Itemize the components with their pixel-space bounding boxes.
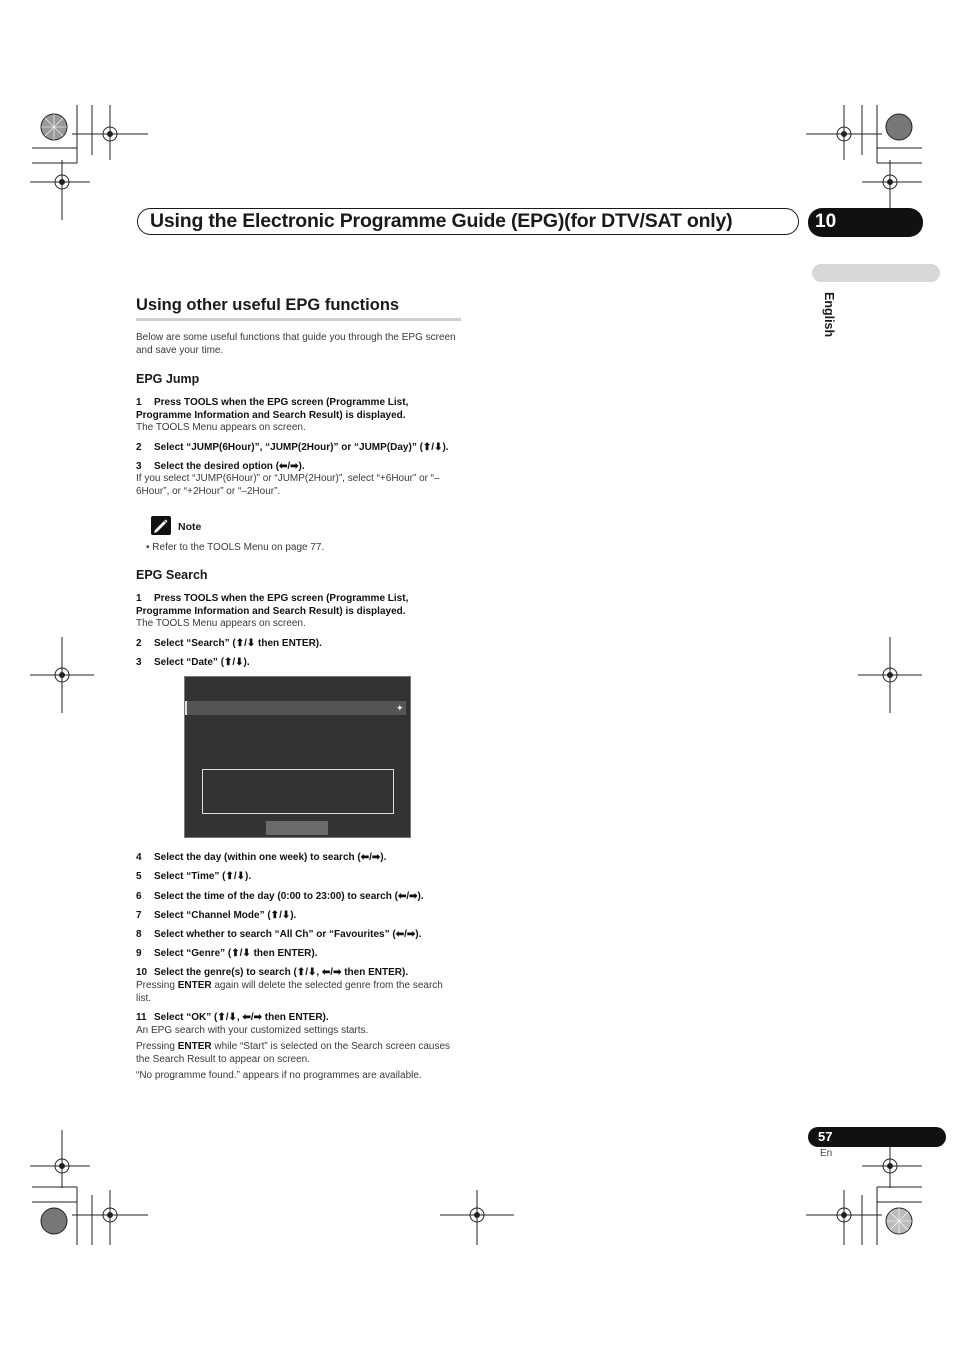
- note-item: • Refer to the TOOLS Menu on page 77.: [146, 542, 325, 553]
- step-number: 11: [136, 1012, 147, 1023]
- step-number: 1: [136, 397, 142, 408]
- step-number: 10: [136, 967, 148, 978]
- start-button: [266, 821, 328, 835]
- step-text: Select “Channel Mode” (⬆/⬇).: [154, 910, 297, 921]
- step-text: Select “Time” (⬆/⬇).: [154, 871, 252, 882]
- search-step-1-cont: Programme Information and Search Result) is displayed.: [136, 606, 406, 617]
- chapter-number: 10: [815, 211, 837, 232]
- step-number: 4: [136, 852, 142, 863]
- note-label: Note: [178, 521, 202, 533]
- language-label: English: [822, 292, 836, 338]
- step-text: Select “Date” (⬆/⬇).: [154, 657, 250, 668]
- highlighted-row: [185, 701, 406, 715]
- step-number: 2: [136, 442, 142, 453]
- page-language: En: [820, 1148, 833, 1159]
- step-number: 5: [136, 871, 142, 882]
- step-text: Select “Search” (⬆/⬇ then ENTER).: [154, 638, 322, 649]
- note-pencil-icon: [151, 516, 171, 535]
- search-step-4: [136, 851, 476, 864]
- search-step-11-body-3: “No programme found.” appears if no programmes are available.: [136, 1070, 422, 1081]
- step-number: 2: [136, 638, 142, 649]
- page-number: 57: [818, 1129, 833, 1144]
- jump-step-1-body: The TOOLS Menu appears on screen.: [136, 422, 306, 433]
- search-step-3: [136, 656, 476, 669]
- body-text: again will delete the selected genre from the search list.: [136, 980, 443, 1004]
- step-number: 6: [136, 891, 142, 902]
- search-step-10-body: [136, 979, 446, 1005]
- search-step-1-body: The TOOLS Menu appears on screen.: [136, 618, 306, 629]
- genre-list-box: [202, 769, 394, 814]
- step-text: Select the day (within one week) to search (⬅/➡).: [154, 852, 387, 863]
- step-text: Select whether to search “All Ch” or “Favourites” (⬅/➡).: [154, 929, 422, 940]
- search-step-9: [136, 947, 476, 960]
- search-step-11-body-2: [136, 1040, 451, 1066]
- enter-key: ENTER: [177, 1041, 212, 1052]
- jump-step-1-cont: Programme Information and Search Result) is displayed.: [136, 410, 406, 421]
- section-rule: [136, 318, 461, 321]
- step-number: 7: [136, 910, 142, 921]
- step-number: 1: [136, 593, 142, 604]
- jump-step-2: [136, 441, 476, 454]
- search-step-5: [136, 870, 476, 883]
- search-step-6: [136, 890, 476, 903]
- step-number: 3: [136, 657, 142, 668]
- highlight-cursor: [185, 701, 187, 715]
- step-number: 9: [136, 948, 142, 959]
- step-text: Select the desired option (⬅/➡).: [154, 461, 305, 472]
- step-text: Press TOOLS when the EPG screen (Programme List,: [154, 397, 409, 408]
- step-number: 8: [136, 929, 142, 940]
- step-text: Select “OK” (⬆/⬇, ⬅/➡ then ENTER).: [154, 1012, 329, 1023]
- step-text: Select “JUMP(6Hour)”, “JUMP(2Hour)” or “JUMP(Day)” (⬆/⬇).: [154, 442, 449, 453]
- right-arrow-icon: ✦: [396, 703, 404, 713]
- step-text: Select the genre(s) to search (⬆/⬇, ⬅/➡ then ENTER).: [154, 967, 409, 978]
- step-text: Select the time of the day (0:00 to 23:00) to search (⬅/➡).: [154, 891, 424, 902]
- search-step-7: [136, 909, 476, 922]
- body-text: Pressing: [136, 980, 178, 991]
- body-text: Pressing: [136, 1041, 178, 1052]
- search-step-11: [136, 1011, 476, 1024]
- step-text: Press TOOLS when the EPG screen (Programme List,: [154, 593, 409, 604]
- search-step-2: [136, 637, 476, 650]
- page-title: Using the Electronic Programme Guide (EPG)(for DTV/SAT only): [150, 210, 733, 232]
- search-step-10: [136, 966, 476, 979]
- section-title: Using other useful EPG functions: [136, 296, 400, 314]
- step-number: 3: [136, 461, 142, 472]
- section-intro: Below are some useful functions that guide you through the EPG screen and save your time.: [136, 332, 456, 356]
- enter-key: ENTER: [177, 980, 212, 991]
- language-tab: [812, 264, 940, 282]
- step-text: Select “Genre” (⬆/⬇ then ENTER).: [154, 948, 318, 959]
- search-step-11-body-1: An EPG search with your customized settings starts.: [136, 1025, 369, 1036]
- jump-step-3-body: If you select “JUMP(6Hour)” or “JUMP(2Hour)”, select “+6Hour” or “–6Hour”, or “+2Hour” or “–2Hour”.: [136, 473, 440, 497]
- search-step-8: [136, 928, 476, 941]
- epg-jump-heading: EPG Jump: [136, 372, 200, 386]
- body-text: while “Start” is selected on the Search screen causes the Search Result to appear on screen.: [136, 1041, 451, 1065]
- epg-search-heading: EPG Search: [136, 568, 208, 582]
- search-step-1: [136, 592, 476, 605]
- jump-step-1: [136, 396, 476, 409]
